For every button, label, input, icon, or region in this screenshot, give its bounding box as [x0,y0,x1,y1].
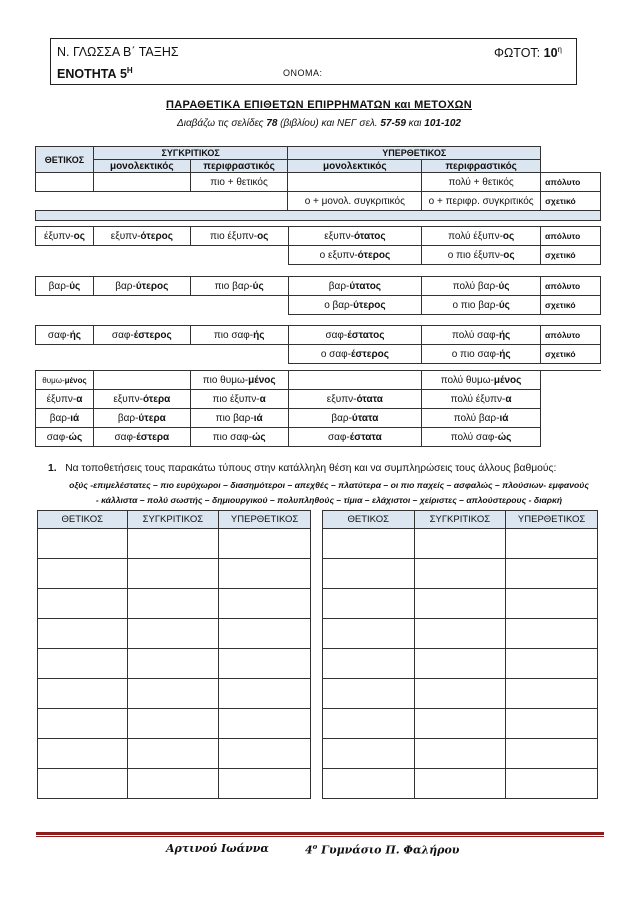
answer-cell[interactable] [506,559,598,589]
comparative-mono: βαρ-ύτερα [93,409,190,428]
relative-mono: ο εξυπν-ότερος [288,246,422,265]
answer-cell[interactable] [38,679,128,709]
absolute-mono [288,371,422,390]
answer-cell[interactable] [414,709,506,739]
empty-cell [36,173,94,192]
relative-label: σχετικό [541,296,601,315]
relative-label: σχετικό [541,345,601,364]
answer-cell[interactable] [219,679,311,709]
comparative-peri: πιο σαφ-ώς [190,428,288,447]
answer-cell[interactable] [38,739,128,769]
answer-cell[interactable] [38,619,128,649]
absolute-mono: βαρ-ύτατα [288,409,422,428]
answer-cell[interactable] [414,559,506,589]
answer-cell[interactable] [414,649,506,679]
footer-school: $4^o$ Γυμνάσιο Π. Φαλήρου [305,842,460,857]
answer-cell[interactable] [219,709,311,739]
worksheet-id: ΦΩΤΟΤ: $10^\eta$ [493,45,562,61]
comparative-peri: πιο βαρ-ύς [190,277,288,296]
answer-cell[interactable] [323,529,415,559]
col-positive: ΘΕΤΙΚΟΣ [323,511,415,529]
positive-form: έξυπν-ος [36,227,94,246]
rule-rel-peri: ο + περιφρ. συγκριτικός [422,192,541,211]
relative-mono: ο βαρ-ύτερος [288,296,422,315]
rule-rel-mono: ο + μονολ. συγκριτικός [288,192,422,211]
answer-cell[interactable] [219,529,311,559]
absolute-peri: πολύ έξυπν-α [422,390,541,409]
group-varys [35,276,601,315]
relative-peri: ο πιο έξυπν-ος [422,246,541,265]
absolute-mono: σαφ-έστατα [288,428,422,447]
positive-form: βαρ-ιά [36,409,94,428]
answer-cell[interactable] [127,679,219,709]
positive-form: σαφ-ής [36,326,94,345]
unit-label: ΕΝΟΤΗΤΑ $5^H$ [57,66,133,82]
answer-cell[interactable] [127,559,219,589]
absolute-label: απόλυτο [541,227,601,246]
header-comparative: ΣΥΓΚΡΙΤΙΚΟΣ [93,147,288,160]
shaded-separator [36,211,601,221]
answer-cell[interactable] [127,709,219,739]
page-title: ΠΑΡΑΘΕΤΙΚΑ ΕΠΙΘΕΤΩΝ ΕΠΙΡΡΗΜΑΤΩΝ και ΜΕΤΟΧΩΝ [166,99,472,111]
answer-cell[interactable] [219,559,311,589]
header-mono: μονολεκτικός [93,160,190,173]
answer-cell[interactable] [414,529,506,559]
absolute-mono: βαρ-ύτατος [288,277,422,296]
empty-cell [541,160,601,173]
header-mono-2: μονολεκτικός [288,160,422,173]
degrees-header-table [35,146,601,221]
empty-cell [36,246,289,265]
lower-table-top-line [541,370,601,371]
answer-cell[interactable] [506,589,598,619]
subject-label: Ν. ΓΛΩΣΣΑ Β΄ ΤΑΞΗΣ [57,45,179,59]
relative-label: σχετικό [541,192,601,211]
empty-cell [36,345,289,364]
absolute-label: απόλυτο [541,277,601,296]
comparative-mono: βαρ-ύτερος [93,277,190,296]
answer-cell[interactable] [506,739,598,769]
answer-cell[interactable] [127,589,219,619]
group-safis [35,325,601,364]
rule-comp-peri: πιο + θετικός [190,173,288,192]
answer-cell[interactable] [323,709,415,739]
absolute-peri: πολύ θυμω-μένος [422,371,541,390]
empty-cell [93,173,190,192]
answer-cell[interactable] [38,769,128,799]
answer-cell[interactable] [127,619,219,649]
col-comparative: ΣΥΓΚΡΙΤΙΚΟΣ [414,511,506,529]
absolute-mono: εξυπν-ότατος [288,227,422,246]
col-superlative: ΥΠΕΡΘΕΤΙΚΟΣ [219,511,311,529]
positive-form: θυμω-μένος [36,371,94,390]
answer-cell[interactable] [219,649,311,679]
absolute-peri: πολύ σαφ-ής [422,326,541,345]
positive-form: σαφ-ώς [36,428,94,447]
answer-cell[interactable] [506,529,598,559]
col-positive: ΘΕΤΙΚΟΣ [38,511,128,529]
answer-cell[interactable] [323,739,415,769]
header-positive: ΘΕΤΙΚΟΣ [36,147,94,173]
answer-cell[interactable] [323,679,415,709]
word-list-line-1: οξύς -επιμελέστατες – πιο ευρύχωροι – διασημότεροι – απεχθές – πλατύτερα – οι πιο παχείς – ασφαλώς – πλούσιων- εμφανούς [69,480,589,490]
group-eksypnos [35,226,601,265]
answer-cell[interactable] [219,739,311,769]
answer-cell[interactable] [506,649,598,679]
comparative-mono: εξυπν-ότερος [93,227,190,246]
answer-cell[interactable] [219,589,311,619]
empty-cell [36,296,289,315]
answer-table-left [37,510,311,799]
exercise-instruction: 1. Να τοποθετήσεις τους παρακάτω τύπους στην κατάλληλη θέση και να συμπληρώσεις τους άλλους βαθμούς: [48,463,557,474]
relative-peri: ο πιο βαρ-ύς [422,296,541,315]
col-superlative: ΥΠΕΡΘΕΤΙΚΟΣ [506,511,598,529]
answer-cell[interactable] [127,769,219,799]
absolute-peri: πολύ βαρ-ύς [422,277,541,296]
relative-label: σχετικό [541,246,601,265]
header-box [50,38,577,85]
answer-cell[interactable] [414,769,506,799]
footer-author: Αρτινού Ιωάννα [166,842,269,855]
answer-cell[interactable] [127,649,219,679]
answer-cell[interactable] [414,739,506,769]
positive-form: βαρ-ύς [36,277,94,296]
col-comparative: ΣΥΓΚΡΙΤΙΚΟΣ [127,511,219,529]
answer-cell[interactable] [323,559,415,589]
answer-cell[interactable] [38,559,128,589]
absolute-peri: πολύ έξυπν-ος [422,227,541,246]
comparative-peri: πιο θυμω-μένος [190,371,288,390]
comparative-mono [93,371,190,390]
answer-cell[interactable] [38,589,128,619]
empty-cell [541,147,601,160]
answer-cell[interactable] [323,589,415,619]
page-subtitle: Διαβάζω τις σελίδες 78 (βιβλίου) και ΝΕΓ σελ. 57-59 και 101-102 [177,118,461,129]
comparative-peri: πιο σαφ-ής [190,326,288,345]
answer-cell[interactable] [506,709,598,739]
answer-cell[interactable] [414,679,506,709]
answer-cell[interactable] [219,619,311,649]
empty-cell [36,192,288,211]
name-label: ΟΝΟΜΑ: [283,68,323,78]
absolute-label: απόλυτο [541,173,601,192]
comparative-peri: πιο βαρ-ιά [190,409,288,428]
positive-form: έξυπν-α [36,390,94,409]
answer-cell[interactable] [219,769,311,799]
word-list-line-2: - κάλλιστα – πολύ σωστής – δημιουργικού – πολυπληθούς – τίμια – ελάχιστοι – χείριστες – απλούστερους - διαρκή [95,495,563,505]
header-peri-2: περιφραστικός [422,160,541,173]
relative-mono: ο σαφ-έστερος [288,345,422,364]
empty-cell [288,173,422,192]
comparative-mono: σαφ-έστερος [93,326,190,345]
footer-rule [36,832,604,835]
comparative-mono: σαφ-έστερα [93,428,190,447]
answer-cell[interactable] [414,589,506,619]
relative-peri: ο πιο σαφ-ής [422,345,541,364]
absolute-label: απόλυτο [541,326,601,345]
rule-abs-peri: πολύ + θετικός [422,173,541,192]
absolute-mono: εξυπν-ότατα [288,390,422,409]
header-peri: περιφραστικός [190,160,288,173]
answer-cell[interactable] [323,649,415,679]
absolute-peri: πολύ βαρ-ιά [422,409,541,428]
footer-rule-thin [36,836,604,837]
answer-cell[interactable] [506,769,598,799]
answer-cell[interactable] [38,649,128,679]
absolute-mono: σαφ-έστατος [288,326,422,345]
answer-cell[interactable] [323,769,415,799]
comparative-peri: πιο έξυπν-α [190,390,288,409]
answer-cell[interactable] [127,529,219,559]
answer-cell[interactable] [506,679,598,709]
answer-cell[interactable] [414,619,506,649]
answer-cell[interactable] [38,529,128,559]
header-superlative: ΥΠΕΡΘΕΤΙΚΟΣ [288,147,541,160]
comparative-peri: πιο έξυπν-ος [190,227,288,246]
answer-cell[interactable] [38,709,128,739]
answer-cell[interactable] [127,739,219,769]
answer-table-right [322,510,598,799]
absolute-peri: πολύ σαφ-ώς [422,428,541,447]
adverbs-participle-table [35,370,541,447]
comparative-mono: εξυπν-ότερα [93,390,190,409]
answer-cell[interactable] [506,619,598,649]
answer-cell[interactable] [323,619,415,649]
